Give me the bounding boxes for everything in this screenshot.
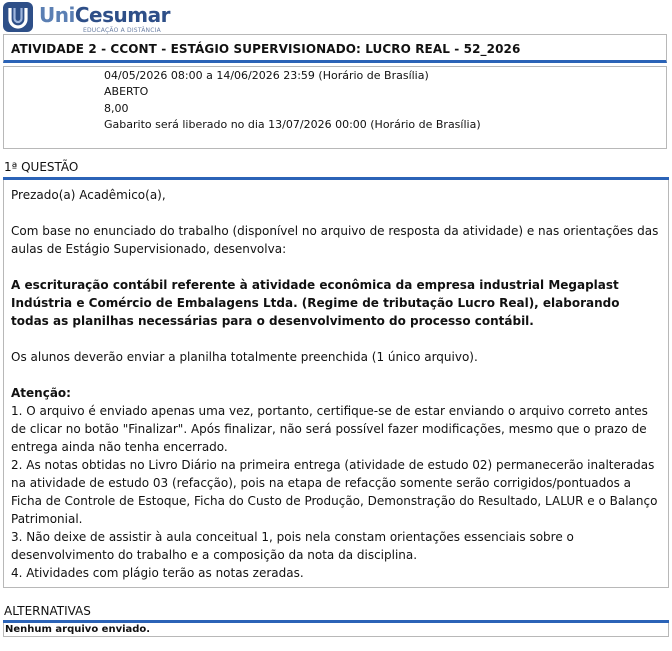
question-task: A escrituração contábil referente à atividade econômica da empresa industrial Megaplast Indústria e Comércio de Embalagens Ltda. (Regime de tributação Lucro Real), elaborando todas as planilhas necessárias para o desenvolvimento do processo contábil.	[11, 278, 620, 328]
question-greeting: Prezado(a) Acadêmico(a),	[11, 188, 166, 202]
logo-tagline: EDUCAÇÃO A DISTÂNCIA	[83, 27, 161, 34]
question-content	[3, 180, 669, 588]
attention-item-3: 3. Não deixe de assistir à aula conceitual 1, pois nela constam orientações essenciais sobre o desenvolvimento do trabalho e a composição da nota da disciplina.	[11, 530, 574, 562]
periodo-value: 04/05/2026 08:00 a 14/06/2026 23:59 (Horário de Brasília)	[104, 69, 429, 82]
question-submit-note: Os alunos deverão enviar a planilha totalmente preenchida (1 único arquivo).	[11, 350, 478, 364]
activity-header	[3, 34, 667, 63]
logo-wordmark: UniCesumar	[39, 3, 170, 27]
attention-title: Atenção:	[11, 386, 71, 400]
unicesumar-logo	[3, 2, 170, 34]
activity-title: ATIVIDADE 2 - CCONT - ESTÁGIO SUPERVISIONADO: LUCRO REAL - 52_2026	[11, 42, 521, 56]
attention-item-4: 4. Atividades com plágio terão as notas zeradas.	[11, 566, 304, 580]
question-intro: Com base no enunciado do trabalho (disponível no arquivo de resposta da atividade) e nas orientações das aulas de Estágio Supervisionado, desenvolva:	[11, 224, 659, 256]
nota-maxima-value: 8,00	[104, 102, 129, 115]
status-value: ABERTO	[104, 85, 149, 98]
attention-item-2: 2. As notas obtidas no Livro Diário na primeira entrega (atividade de estudo 02) permanecerão inalteradas na atividade de estudo 03 (refacção), pois na etapa de refacção somente serão corrigidos/pontuados a Ficha de Controle de Estoque, Ficha do Custo de Produção, Demonstração do Resultado, LALUR e o Balanço Patrimonial.	[11, 458, 658, 526]
alternatives-status: Nenhum arquivo enviado.	[3, 623, 669, 637]
unicesumar-logo-icon	[3, 2, 33, 32]
gabarito-value: Gabarito será liberado no dia 13/07/2026 00:00 (Horário de Brasília)	[104, 118, 481, 131]
question-number-label: 1ª QUESTÃO	[4, 160, 79, 174]
activity-info-panel	[3, 66, 667, 149]
attention-item-1: 1. O arquivo é enviado apenas uma vez, portanto, certifique-se de estar enviando o arquivo correto antes de clicar no botão "Finalizar". Após finalizar, não será possível fazer modificações, mesmo que o prazo de entrega ainda não tenha encerrado.	[11, 404, 648, 454]
alternatives-label: ALTERNATIVAS	[4, 604, 91, 618]
